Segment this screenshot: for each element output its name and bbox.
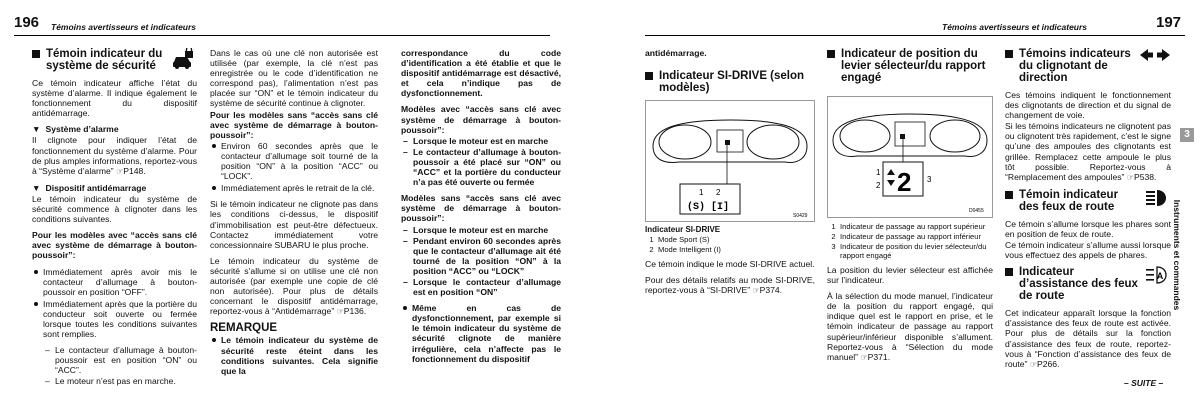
turn-signal-arrows-icon: [1139, 48, 1171, 62]
legend-item: 3 Indicateur de position du levier sélecteur/du rapport engagé: [831, 242, 987, 260]
si-drive-caption: Indicateur SI-DRIVE: [645, 225, 721, 235]
gear-legend: [827, 222, 993, 260]
alarm-subheading: ▼ Système d’alarme: [32, 124, 119, 135]
without-keyless-conditions: [401, 225, 561, 298]
turn-signal-heading: Témoins indicateurs du clignotant de direction: [1005, 48, 1171, 84]
high-beam-assist-heading: Indicateur d’assistance des feux de route: [1005, 266, 1171, 302]
left-header-rule: [14, 35, 550, 36]
left-page-number: 196: [14, 14, 40, 31]
legend-item: 2 Indicateur de passage au rapport inférieur: [831, 232, 981, 241]
keyless-models-heading: Pour les modèles avec “accès sans clé avec système de démarrage à bouton-poussoir”:: [32, 230, 197, 261]
list-item: – Lorsque le moteur est en marche: [401, 136, 561, 146]
list-item: Immédiatement après le retrait de la clé.: [210, 183, 378, 193]
si-drive-text: Ce témoin indique le mode SI-DRIVE actuel.: [645, 259, 815, 270]
security-intro: Ce témoin indicateur affiche l’état du système d’alarme. Il indique également le fonctionnement du dispositif antidémarrage.: [32, 78, 197, 119]
column-remark-continued: [401, 48, 561, 370]
right-running-title: Témoins avertisseurs et indicateurs: [942, 22, 1088, 32]
list-item: Environ 60 secondes après que le contacteur d’allumage soit tourné de la position “ON” à la position “ACC” ou “LOCK”.: [210, 141, 378, 181]
si-drive-legend: [645, 235, 815, 254]
column-gear-position: [827, 48, 993, 369]
malfunction-text: Si le témoin indicateur ne clignote pas dans les conditions ci-dessus, le dispositif d’immobilisation est peut-être défectueux. Contactez immédiatement votre concessionnaire SUBARU le plus proche.: [210, 199, 378, 250]
si-drive-figure: [645, 100, 815, 222]
right-header-rule: [645, 35, 1185, 36]
non-keyless-models-heading: Pour les modèles sans “accès sans clé avec système de démarrage à bouton-poussoir”:: [210, 109, 378, 140]
column-indicators: [1005, 48, 1171, 376]
high-beam-heading: Témoin indicateur des feux de route: [1005, 189, 1171, 213]
remark-bullets: [210, 335, 378, 375]
column-si-drive: [645, 48, 815, 302]
column-security-indicator: [32, 48, 197, 393]
high-beam-assist-text: Cet indicateur apparaît lorsque la fonction d’assistance des feux de route est activée. Pour plus de détails sur la fonction d’assistance des feux de route, reportez-vous à “Fonction d’assistance des feux de route” ☞ P266.: [1005, 308, 1171, 370]
legend-item: 2 Mode Intelligent (I): [649, 245, 721, 255]
gear-position-figure: [827, 96, 993, 218]
list-item: Même en cas de dysfonctionnement, par exemple si le témoin indicateur du système de sécurité clignote de manière irrégulière, cela n’affecte pas le fonctionnement du dispositif: [401, 303, 561, 364]
column-security-continued: [210, 48, 378, 382]
with-keyless-heading: Modèles avec “accès sans clé avec système de démarrage à bouton-poussoir”:: [401, 104, 561, 135]
si-drive-figure-code: S0429: [793, 213, 808, 220]
list-item: Immédiatement après que la portière du conducteur soit ouverte ou fermée lorsque toutes les conditions suivantes sont remplies.: [32, 299, 197, 339]
si-drive-display-i: [I]: [711, 202, 730, 214]
legend-item: 1 Mode Sport (S): [649, 235, 710, 245]
list-item: – Le contacteur d’allumage à bouton-poussoir est en position “ON” ou “ACC”.: [43, 345, 197, 375]
gear-label-1: 1: [876, 168, 881, 177]
immobilizer-subheading: ▼ Dispositif antidémarrage: [32, 182, 147, 193]
security-car-lock-icon: [171, 48, 195, 70]
gear-label-2: 2: [876, 181, 881, 190]
keyless-sub-conditions: [32, 345, 197, 386]
page-ref-icon: [337, 306, 344, 316]
si-drive-ref-text: Pour des détails relatifs au mode SI-DRIVE, reportez-vous à “SI-DRIVE” ☞ P374.: [645, 275, 815, 296]
list-item: – Le moteur n’est pas en marche.: [43, 376, 197, 386]
remark-continuation: correspondance du code d’identification a été établie et que le dispositif antidémarrage est désactivé, et cela n’indique pas de dysfonctionnement.: [401, 48, 561, 99]
turn-signal-text: Ces témoins indiquent le fonctionnement des clignotants de direction et du signal de changement de voie.: [1005, 90, 1171, 121]
high-beam-text: Ce témoin s’allume lorsque les phares sont en position de feux de route.: [1005, 218, 1171, 239]
chapter-tab: 3: [1180, 128, 1194, 142]
keyless-bullets: [32, 267, 197, 340]
copy-key-text: Le témoin indicateur du système de sécurité s’allume si on utilise une clé non autorisée (par exemple une copie de clé non autorisée). Pour plus de détails concernant le dispositif antidémarrage, reportez-vous à “Antidémarrage” ☞ P136.: [210, 256, 378, 318]
right-page-number: 197: [1156, 14, 1182, 31]
left-header: [14, 0, 384, 34]
continued-marker: – SUITE –: [1124, 378, 1164, 388]
svg-text:A: A: [1156, 271, 1164, 282]
si-drive-display-s: (S): [687, 202, 706, 214]
turn-signal-bulb-text: Si les témoins indicateurs ne clignotent pas ou clignotent très rapidement, c’est le signe qu’une des ampoules des clignotants est grillée. Remplacez cette ampoule le plus tôt possible. Reportez-vous à “Remplacement des ampoules” ☞ P538.: [1005, 121, 1171, 183]
high-beam-icon: [1145, 189, 1171, 207]
high-beam-flash-text: Ce témoin indicateur s’allume aussi lorsque vous effectuez des appels de phares.: [1005, 240, 1171, 261]
page-ref-icon: [752, 285, 759, 295]
left-running-title: Témoins avertisseurs et indicateurs: [51, 22, 197, 32]
page-ref-icon: [1127, 172, 1134, 182]
si-drive-label-2: 2: [716, 188, 721, 198]
non-keyless-bullets: [210, 141, 378, 193]
page-ref-icon: [860, 352, 867, 362]
legend-item: 1 Indicateur de passage au rapport supérieur: [831, 222, 986, 231]
list-item: – Le contacteur d’allumage à bouton-poussoir a été placé sur “ON” ou “ACC” et la portière du conducteur n’a pas été ouverte ou fermée: [401, 147, 561, 187]
chapter-tab-label: Instruments et commandes: [1172, 199, 1183, 311]
unauthorized-key-text: Dans le cas où une clé non autorisée est utilisée (par exemple, la clé n’est pas enregistrée ou le code d’identification ne correspond pas), l’alimentation n’est pas placée sur “ON” et le témoin indicateur du système de sécurité continue à clignoter.: [210, 48, 378, 109]
gear-digit: 2: [897, 167, 912, 197]
gear-position-text: La position du levier sélecteur est affichée sur l’indicateur.: [827, 265, 993, 286]
high-beam-assist-icon: [1145, 266, 1171, 284]
list-item: Immédiatement après avoir mis le contacteur d’allumage à bouton-poussoir en position “OFF”.: [32, 267, 197, 297]
list-item: – Lorsque le moteur est en marche: [401, 225, 561, 235]
page-ref-icon: [1030, 359, 1037, 369]
immobilizer-text: Le témoin indicateur du système de sécurité commence à clignoter dans les conditions suivantes.: [32, 193, 197, 225]
list-item: – Pendant environ 60 secondes après que le contacteur d’allumage ait été tourné de la position “ON” à la position “ACC” ou “LOCK”: [401, 236, 561, 276]
gear-label-3: 3: [927, 175, 932, 184]
malfunction-bullet: [401, 303, 561, 364]
with-keyless-conditions: [401, 136, 561, 187]
gear-figure-code: D0455: [969, 208, 984, 214]
alarm-text: Il clignote pour indiquer l’état de fonctionnement du système d’alarme. Pour de plus amples informations, reportez-vous à “Système d’alarme” ☞ P148.: [32, 135, 197, 176]
security-heading: Témoin indicateur du système de sécurité: [32, 48, 169, 72]
list-item: Le témoin indicateur du système de sécurité reste éteint dans les conditions suivantes. Cela signifie que la: [210, 335, 378, 375]
list-item: – Lorsque le contacteur d’allumage est en position “ON”: [401, 277, 561, 297]
gear-position-heading: Indicateur de position du levier sélecteur/du rapport engagé: [827, 48, 993, 84]
remark-title: REMARQUE: [210, 322, 278, 335]
antidemarrage-continuation: antidémarrage.: [645, 48, 707, 58]
si-drive-heading: Indicateur SI-DRIVE (selon modèles): [645, 70, 815, 94]
without-keyless-heading: Modèles sans “accès sans clé avec système de démarrage à bouton-poussoir”:: [401, 193, 561, 224]
right-header: [820, 0, 1186, 34]
si-drive-label-1: 1: [699, 188, 704, 198]
manual-mode-text: À la sélection du mode manuel, l’indicateur de la position du rapport engagé, qui indique quel est le rapport en prise, et le témoin indicateur de passage au rapport supérieur/inférieur disponible s’allument. Reportez-vous à “Sélection du mode manuel” ☞ P371.: [827, 291, 993, 363]
